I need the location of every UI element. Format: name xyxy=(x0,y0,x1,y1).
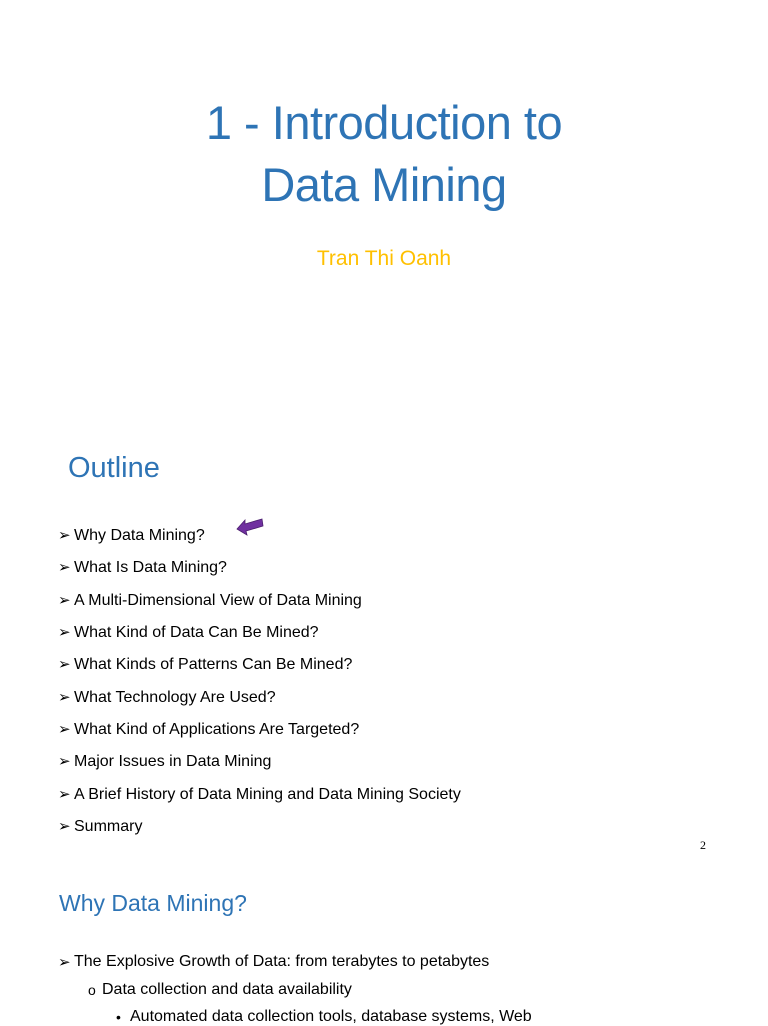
title-line-2: Data Mining xyxy=(261,158,507,211)
outline-item-label: Why Data Mining? xyxy=(74,527,205,545)
circle-bullet-icon: o xyxy=(88,982,96,998)
outline-item xyxy=(58,681,461,713)
arrowhead-bullet-icon: ➢ xyxy=(58,688,71,706)
bullet-level-2 xyxy=(88,981,352,999)
page-number: 2 xyxy=(700,838,706,852)
outline-item xyxy=(58,778,461,810)
outline-item xyxy=(58,746,461,778)
outline-item-label: A Multi-Dimensional View of Data Mining xyxy=(74,591,362,609)
bullet-level-1-text: The Explosive Growth of Data: from terabytes to petabytes xyxy=(74,953,490,970)
bullet-level-3 xyxy=(116,1008,532,1026)
arrowhead-bullet-icon: ➢ xyxy=(58,720,71,738)
arrowhead-bullet-icon: ➢ xyxy=(58,624,71,642)
outline-list xyxy=(58,520,461,843)
presentation-title xyxy=(0,92,768,216)
outline-item-label: What Kind of Data Can Be Mined? xyxy=(74,624,319,642)
author-name: Tran Thi Oanh xyxy=(316,247,452,270)
outline-item xyxy=(58,714,461,746)
bullet-level-2-text: Data collection and data availability xyxy=(102,981,352,998)
arrowhead-bullet-icon: ➢ xyxy=(58,656,71,674)
outline-item-label: Summary xyxy=(74,817,143,835)
outline-heading: Outline xyxy=(68,452,160,484)
outline-item-label: What Technology Are Used? xyxy=(74,688,276,706)
arrowhead-bullet-icon: ➢ xyxy=(58,817,71,835)
outline-slide xyxy=(0,420,768,860)
bullet-level-3-text: Automated data collection tools, database systems, Web xyxy=(130,1008,532,1025)
outline-item-label: What Kinds of Patterns Can Be Mined? xyxy=(74,656,353,674)
arrowhead-bullet-icon: ➢ xyxy=(58,753,71,771)
left-arrow-icon xyxy=(236,516,264,536)
bullet-level-1 xyxy=(58,953,489,971)
outline-item xyxy=(58,811,461,843)
outline-item xyxy=(58,552,461,584)
title-slide xyxy=(0,0,768,420)
outline-item xyxy=(58,617,461,649)
dot-bullet-icon: • xyxy=(116,1009,121,1025)
outline-item-label: What Kind of Applications Are Targeted? xyxy=(74,720,360,738)
arrowhead-bullet-icon: ➢ xyxy=(58,954,71,971)
outline-item xyxy=(58,649,461,681)
arrowhead-bullet-icon: ➢ xyxy=(58,785,71,803)
arrowhead-bullet-icon: ➢ xyxy=(58,591,71,609)
outline-item-label: Major Issues in Data Mining xyxy=(74,753,272,771)
outline-item-label: What Is Data Mining? xyxy=(74,559,227,577)
slide-heading: Why Data Mining? xyxy=(59,890,247,916)
outline-item xyxy=(58,585,461,617)
arrowhead-bullet-icon: ➢ xyxy=(58,527,71,545)
arrowhead-bullet-icon: ➢ xyxy=(58,559,71,577)
title-line-1: 1 - Introduction to xyxy=(205,96,563,149)
why-data-mining-slide xyxy=(0,860,768,1024)
outline-item-label: A Brief History of Data Mining and Data Mining Society xyxy=(74,785,461,803)
